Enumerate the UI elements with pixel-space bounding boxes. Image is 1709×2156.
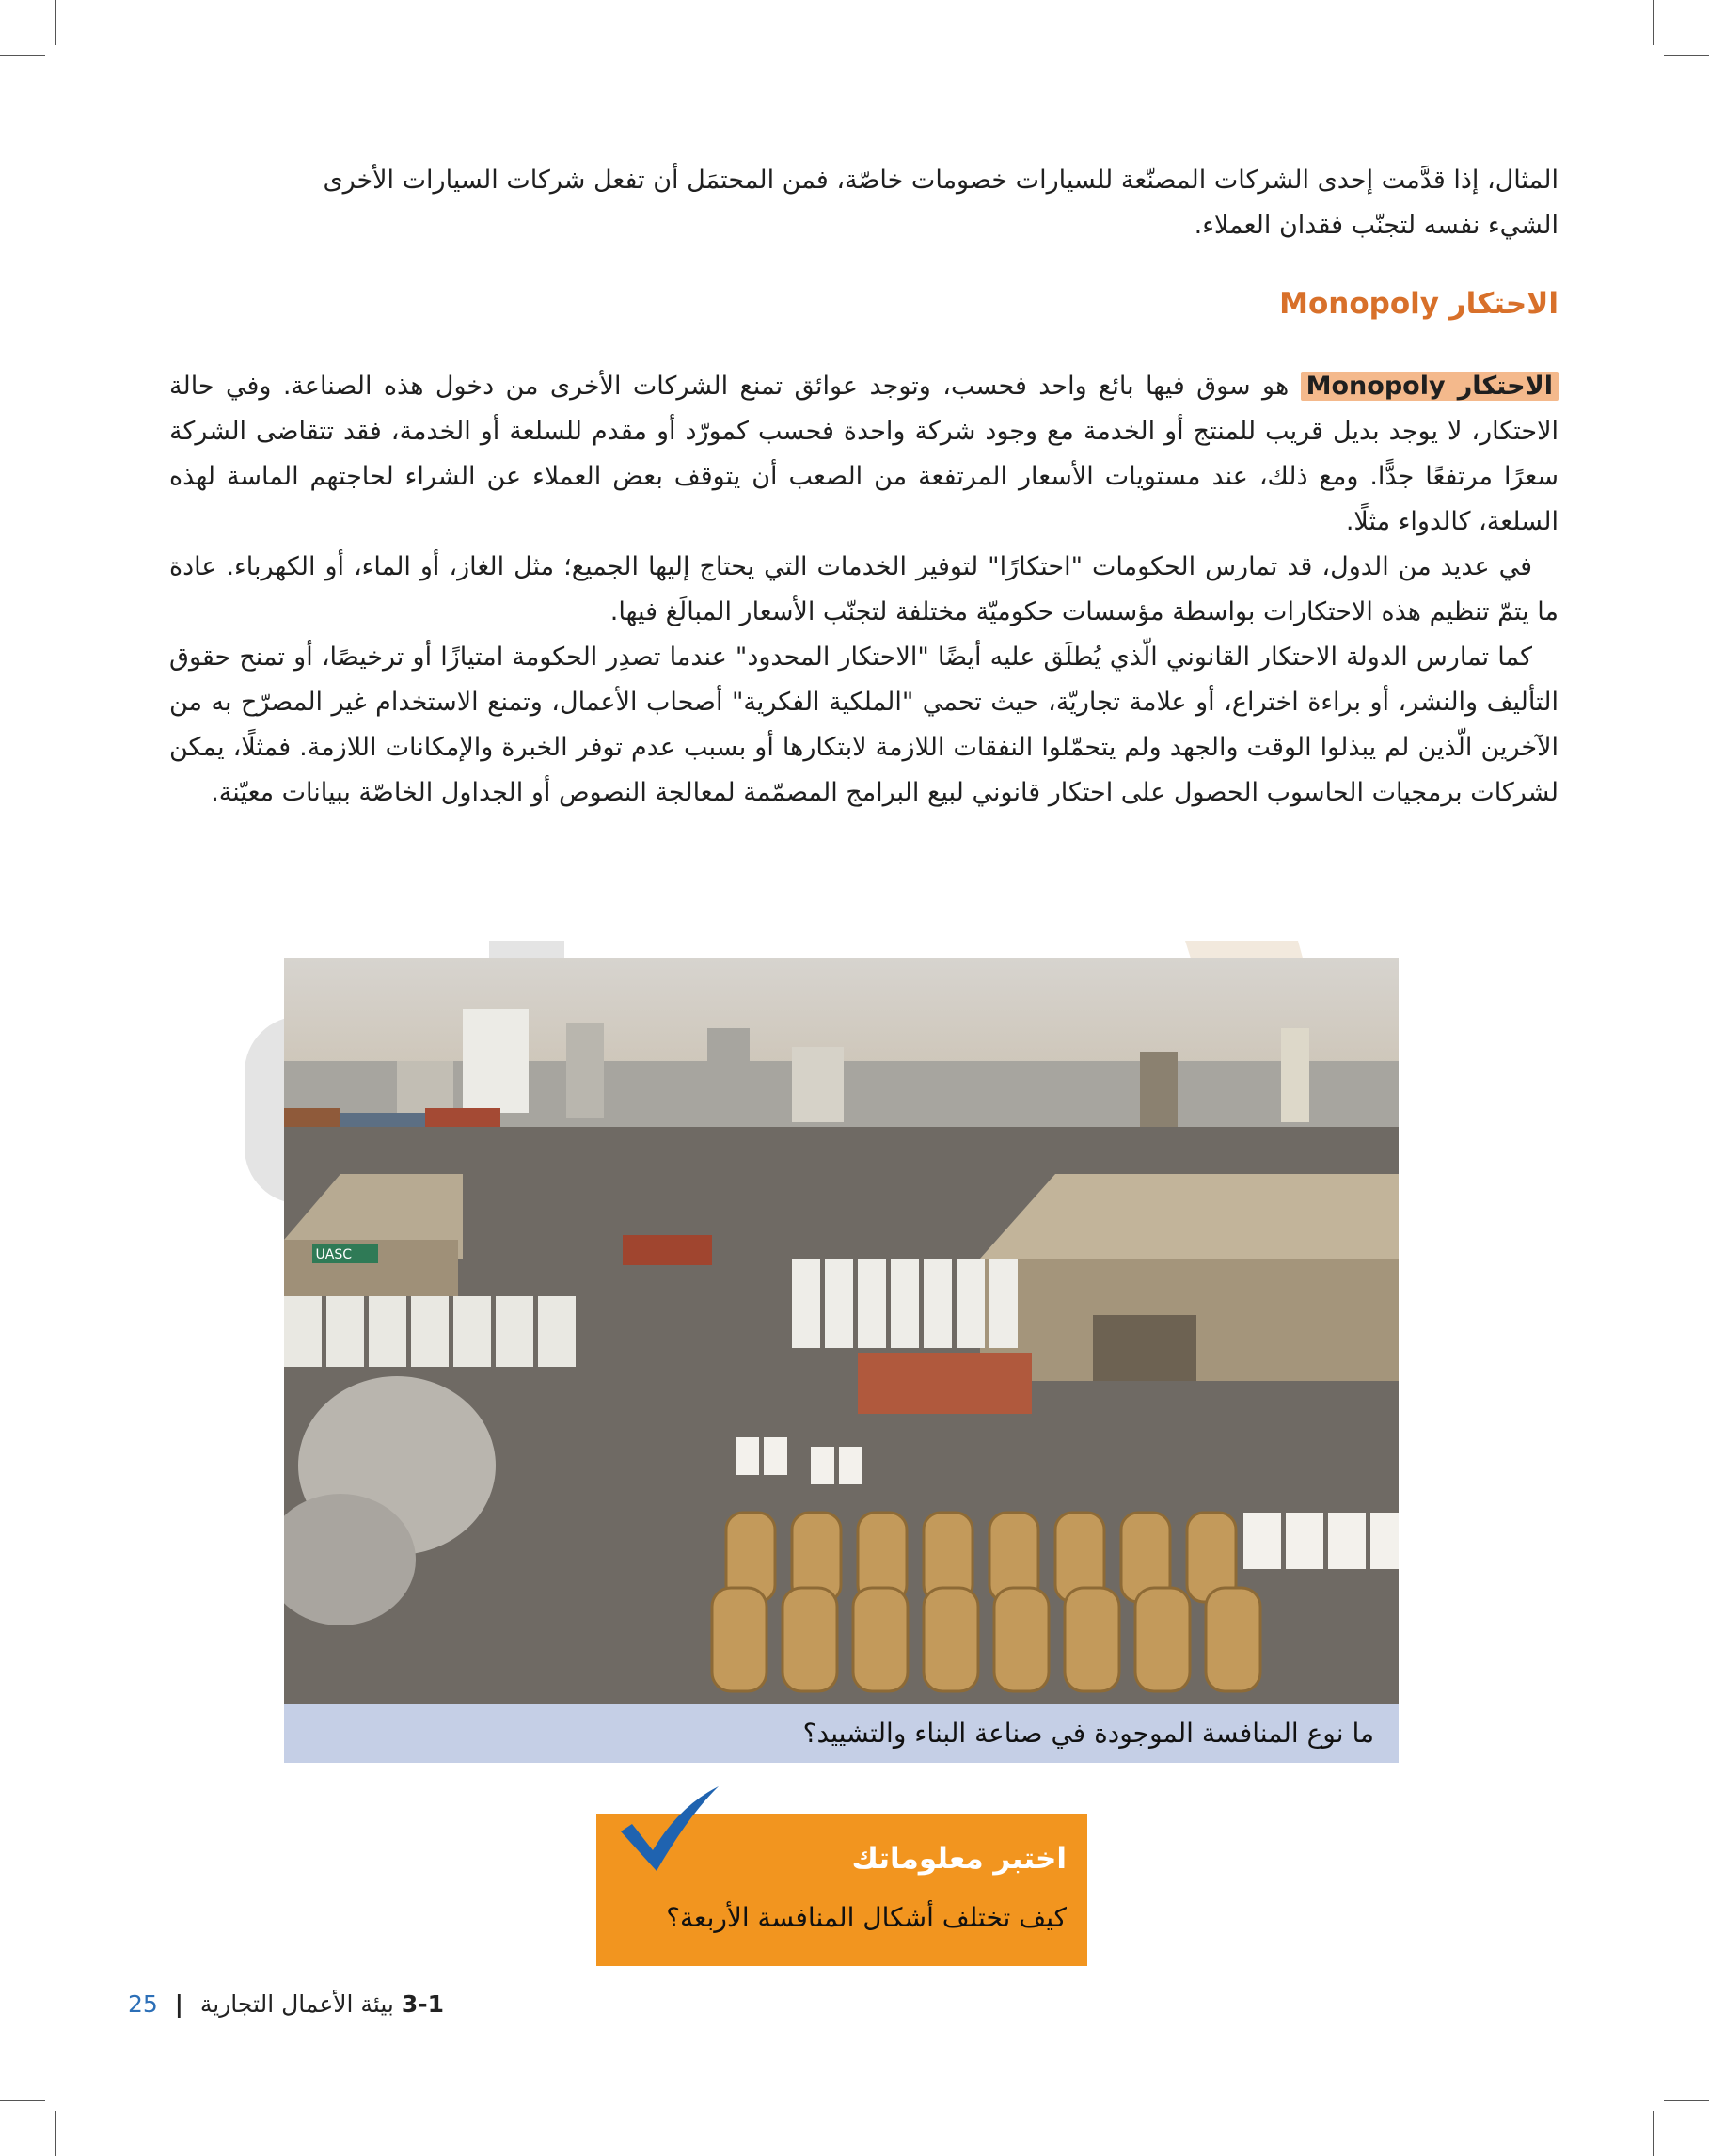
checkmark-icon bbox=[613, 1783, 726, 1877]
page-footer bbox=[128, 1990, 444, 2018]
monopoly-definition-paragraph bbox=[169, 364, 1559, 545]
legal-monopoly-paragraph: كما تمارس الدولة الاحتكار القانوني الّذي يُطلَق عليه أيضًا "الاحتكار المحدود" عندما تصدِر الحكومة امتيازًا أو ترخيصًا، أو تمنح حقوق التأليف والنشر، أو براءة اختراع، أو علامة تجاريّة، حيث تحمي "الملكية الفكرية" أصحاب الأعمال، وتمنع الاستخدام غير المصرّح به من الآخرين الّذين لم يبذلوا الوقت والجهد ولم يتحمّلوا النفقات اللازمة لابتكارها أو بسبب عدم توفر الخبرة والإمكانات اللازمة. فمثلًا، يمكن لشركات برمجيات الحاسوب الحصول على احتكار قانوني لبيع البرامج المصمّمة لمعالجة النصوص أو الجداول الخاصّة ببيانات معيّنة. bbox=[169, 642, 1559, 807]
page-number: 25 bbox=[128, 1990, 158, 2018]
section-heading bbox=[1279, 287, 1559, 321]
crop-mark bbox=[1653, 2111, 1654, 2156]
intro-line-2: الشيء نفسه لتجنّب فقدان العملاء. bbox=[1194, 211, 1559, 240]
crop-mark bbox=[55, 2111, 56, 2156]
body-text bbox=[169, 364, 1559, 816]
heading-arabic: الاحتكار bbox=[1448, 287, 1559, 321]
crop-mark bbox=[1664, 55, 1709, 56]
port-photo-illustration bbox=[284, 958, 1399, 1762]
intro-line-1: المثال، إذا قدَّمت إحدى الشركات المصنّعة للسيارات خصومات خاصّة، فمن المحتمَل أن تفعل شركات السيارات الأخرى bbox=[323, 166, 1559, 195]
container-label: UASC bbox=[315, 1247, 352, 1262]
photo-caption: ما نوع المنافسة الموجودة في صناعة البناء والتشييد؟ bbox=[802, 1718, 1374, 1749]
footer-chapter-title: بيئة الأعمال التجارية bbox=[199, 1990, 394, 2018]
heading-english: Monopoly bbox=[1279, 287, 1439, 321]
term-english: Monopoly bbox=[1305, 372, 1446, 401]
term-arabic: الاحتكار bbox=[1457, 372, 1553, 401]
crop-mark bbox=[0, 2100, 45, 2101]
crop-mark bbox=[1664, 2100, 1709, 2101]
crop-mark bbox=[1653, 0, 1654, 45]
definition-text: هو سوق فيها بائع واحد فحسب، وتوجد عوائق تمنع الشركات الأخرى من دخول هذه الصناعة. وفي حالة الاحتكار، لا يوجد بديل قريب للمنتج أو الخدمة مع وجود شركة واحدة فحسب كمورّد أو مقدم للسلعة أو الخدمة، فقد تتقاضى الشركة سعرًا مرتفعًا جدًّا. ومع ذلك، عند مستويات الأسعار المرتفعة من الصعب أن يتوقف بعض العملاء عن الشراء لحاجتهم الماسة لهذه السلعة، كالدواء مثلًا. bbox=[169, 372, 1559, 536]
port-photo bbox=[284, 958, 1399, 1762]
photo-caption-bar bbox=[284, 1704, 1399, 1763]
footer-separator: | bbox=[174, 1990, 183, 2018]
government-monopoly-paragraph: في عديد من الدول، قد تمارس الحكومات "احتكارًا" لتوفير الخدمات التي يحتاج إليها الجميع؛ مثل الغاز، أو الماء، أو الكهرباء. عادة ما يتمّ تنظيم هذه الاحتكارات بواسطة مؤسسات حكوميّة مختلفة لتجنّب الأسعار المبالَغ فيها. bbox=[169, 552, 1559, 626]
quiz-title: اختبر معلوماتك bbox=[851, 1842, 1067, 1876]
crop-mark bbox=[55, 0, 56, 45]
quiz-question: كيف تختلف أشكال المنافسة الأربعة؟ bbox=[666, 1902, 1067, 1933]
footer-section-number: 3-1 bbox=[401, 1990, 444, 2018]
term-highlight bbox=[1301, 372, 1559, 401]
intro-paragraph bbox=[169, 158, 1559, 248]
crop-mark bbox=[0, 55, 45, 56]
